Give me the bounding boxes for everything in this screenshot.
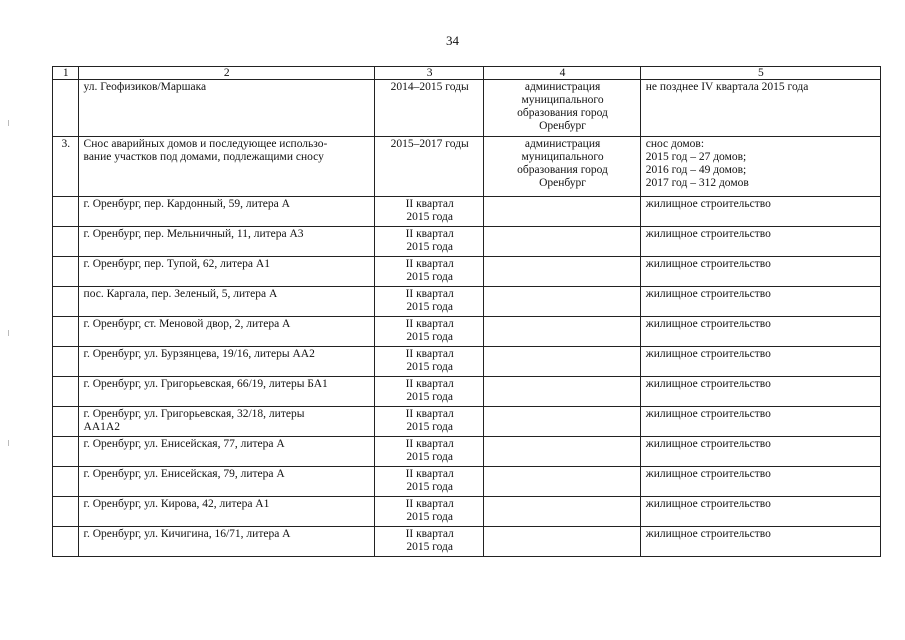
term-line: II квартал [405,198,454,210]
scan-margin-mark [8,120,9,126]
executor-line: Оренбург [539,177,587,189]
term-line: II квартал [405,258,454,270]
plan-table [52,66,881,557]
term-line: II квартал [405,408,454,420]
table-row-main [53,137,881,197]
name-line: Снос аварийных домов и последующее использо- [83,138,328,150]
executor-line: образования город [517,164,608,176]
term-line: II квартал [405,438,454,450]
term-line: 2015 года [406,271,454,283]
name-line: г. Оренбург, пер. Тупой, 62, литера А1 [83,258,270,270]
table-row [53,227,881,257]
row-name [78,227,374,257]
executor-line: муниципального [521,94,604,106]
row-result: жилищное строительство [640,467,880,497]
table-row [53,347,881,377]
scan-margin-mark [8,330,9,336]
row-executor [484,377,640,407]
table-row [53,467,881,497]
row-result: жилищное строительство [640,497,880,527]
row-executor [484,497,640,527]
row-number [53,467,79,497]
term-line: 2015 года [406,421,454,433]
row-result: жилищное строительство [640,197,880,227]
row-number [53,437,79,467]
term-line: 2015 года [406,511,454,523]
row-result: жилищное строительство [640,227,880,257]
table-row-continuation [53,80,881,137]
column-number-1: 1 [53,67,79,80]
term-line: 2015 года [406,361,454,373]
scan-margin-mark [8,440,9,446]
column-number-3: 3 [374,67,483,80]
row-executor [484,257,640,287]
name-line: г. Оренбург, ул. Енисейская, 77, литера А [83,438,285,450]
column-number-4: 4 [484,67,640,80]
table-row [53,257,881,287]
term-line: II квартал [405,378,454,390]
row-name [78,317,374,347]
row-name [78,437,374,467]
row-executor [484,80,640,137]
row-number [53,197,79,227]
table-row [53,377,881,407]
term-line: 2015 года [406,451,454,463]
row-result: жилищное строительство [640,317,880,347]
term-line: II квартал [405,348,454,360]
row-executor [484,317,640,347]
row-name [78,497,374,527]
table-row [53,437,881,467]
row-executor [484,137,640,197]
result-line: 2015 год – 27 домов; [645,151,747,163]
row-name [78,257,374,287]
name-line: г. Оренбург, ул. Григорьевская, 32/18, литеры [83,408,305,420]
row-term [374,317,483,347]
term-line: II квартал [405,288,454,300]
row-number: 3. [53,137,79,197]
page-number: 34 [446,33,459,48]
result-line: 2017 год – 312 домов [645,177,749,189]
row-name [78,527,374,557]
row-name [78,407,374,437]
column-number-2: 2 [78,67,374,80]
row-executor [484,287,640,317]
name-line: г. Оренбург, ул. Кичигина, 16/71, литера А [83,528,291,540]
row-number [53,347,79,377]
term-line: 2015 года [406,481,454,493]
row-term [374,407,483,437]
term-line: 2015 года [406,241,454,253]
row-term [374,527,483,557]
row-name [78,377,374,407]
row-number [53,527,79,557]
executor-line: Оренбург [539,120,587,132]
executor-line: муниципального [521,151,604,163]
name-line: г. Оренбург, пер. Кардонный, 59, литера А [83,198,290,210]
term-line: II квартал [405,468,454,480]
row-name [78,347,374,377]
term-line: II квартал [405,228,454,240]
row-term [374,227,483,257]
name-line: г. Оренбург, пер. Мельничный, 11, литера А3 [83,228,304,240]
term-line: 2015 года [406,301,454,313]
row-term [374,257,483,287]
row-result [640,137,880,197]
row-result: жилищное строительство [640,377,880,407]
row-result: жилищное строительство [640,527,880,557]
row-result: жилищное строительство [640,407,880,437]
row-term [374,497,483,527]
row-result: не позднее IV квартала 2015 года [640,80,880,137]
row-executor [484,227,640,257]
row-term [374,347,483,377]
table-row [53,407,881,437]
column-number-5: 5 [640,67,880,80]
row-term [374,437,483,467]
row-term [374,377,483,407]
row-term: 2015–2017 годы [374,137,483,197]
executor-line: администрация [524,138,601,150]
row-result: жилищное строительство [640,287,880,317]
row-name [78,197,374,227]
row-number [53,287,79,317]
row-result: жилищное строительство [640,347,880,377]
table-row [53,287,881,317]
row-number [53,377,79,407]
row-executor [484,407,640,437]
table-row [53,317,881,347]
row-name [78,467,374,497]
row-name: ул. Геофизиков/Маршака [78,80,374,137]
row-executor [484,197,640,227]
name-line: г. Оренбург, ул. Григорьевская, 66/19, литеры БА1 [83,378,328,390]
result-line: 2016 год – 49 домов; [645,164,747,176]
row-term [374,287,483,317]
row-term [374,467,483,497]
row-number [53,257,79,287]
term-line: II квартал [405,528,454,540]
row-executor [484,437,640,467]
term-line: 2015 года [406,211,454,223]
table-row [53,197,881,227]
row-result: жилищное строительство [640,437,880,467]
table-header-row [53,67,881,80]
row-executor [484,467,640,497]
row-term [374,197,483,227]
executor-line: администрация [524,81,601,93]
row-number [53,227,79,257]
row-number [53,407,79,437]
row-result: жилищное строительство [640,257,880,287]
name-line: пос. Каргала, пер. Зеленый, 5, литера А [83,288,278,300]
table-row [53,497,881,527]
row-name [78,137,374,197]
row-number [53,80,79,137]
name-line: вание участков под домами, подлежащими сносу [83,151,324,163]
term-line: 2015 года [406,331,454,343]
term-line: 2015 года [406,541,454,553]
row-executor [484,347,640,377]
table-row [53,527,881,557]
row-term: 2014–2015 годы [374,80,483,137]
name-line: АА1А2 [83,421,120,433]
executor-line: образования город [517,107,608,119]
name-line: г. Оренбург, ул. Бурзянцева, 19/16, литеры АА2 [83,348,315,360]
name-line: г. Оренбург, ул. Енисейская, 79, литера А [83,468,285,480]
term-line: 2015 года [406,391,454,403]
row-executor [484,527,640,557]
term-line: II квартал [405,318,454,330]
result-line: снос домов: [645,138,705,150]
row-number [53,317,79,347]
term-line: II квартал [405,498,454,510]
name-line: г. Оренбург, ул. Кирова, 42, литера А1 [83,498,270,510]
row-name [78,287,374,317]
name-line: г. Оренбург, ст. Меновой двор, 2, литера А [83,318,291,330]
row-number [53,497,79,527]
